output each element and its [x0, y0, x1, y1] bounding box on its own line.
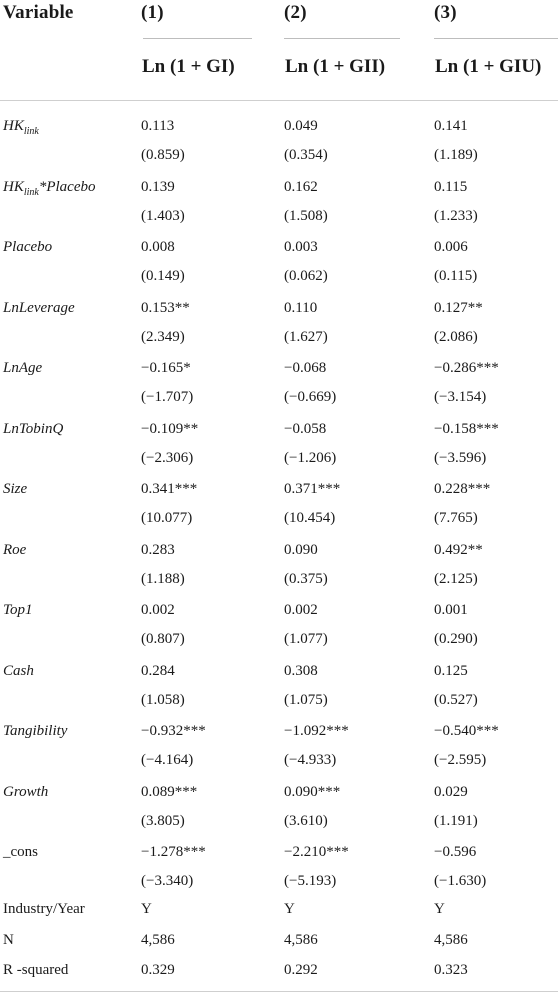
tstat-cell: (0.290) [434, 631, 478, 647]
tstat-cell: (7.765) [434, 510, 478, 526]
coef-cell: −0.109** [141, 421, 199, 437]
header-rule-1 [143, 38, 252, 39]
coef-cell: 0.090 [284, 542, 318, 558]
tstat-cell: (1.075) [284, 692, 328, 708]
tstat-cell: (1.233) [434, 208, 478, 224]
coef-cell: 0.002 [141, 602, 175, 618]
tstat-cell: (1.188) [141, 571, 185, 587]
footer-cell: 4,586 [141, 932, 175, 948]
tstat-cell: (−3.596) [434, 450, 487, 466]
row-label: _cons [3, 844, 38, 860]
footer-cell: 4,586 [434, 932, 468, 948]
row-label: Roe [3, 542, 27, 558]
coef-cell: 0.008 [141, 239, 175, 255]
footer-label: R -squared [3, 962, 69, 978]
coef-cell: 0.006 [434, 239, 468, 255]
coef-cell: 0.049 [284, 118, 318, 134]
tstat-cell: (0.527) [434, 692, 478, 708]
coef-cell: 0.141 [434, 118, 468, 134]
table-bottom-rule [0, 991, 558, 992]
tstat-cell: (0.354) [284, 147, 328, 163]
coef-cell: 0.283 [141, 542, 175, 558]
footer-cell: 0.292 [284, 962, 318, 978]
coef-cell: 0.113 [141, 118, 175, 134]
tstat-cell: (−2.595) [434, 752, 487, 768]
footer-cell: Y [284, 901, 295, 917]
coef-cell: 0.125 [434, 663, 468, 679]
row-label: LnTobinQ [3, 421, 64, 437]
coef-cell: 0.492** [434, 542, 483, 558]
coef-cell: 0.115 [434, 179, 468, 195]
coef-cell: −2.210*** [284, 844, 349, 860]
tstat-cell: (2.125) [434, 571, 478, 587]
tstat-cell: (2.349) [141, 329, 185, 345]
tstat-cell: (1.508) [284, 208, 328, 224]
tstat-cell: (1.058) [141, 692, 185, 708]
coef-cell: 0.153** [141, 300, 190, 316]
coef-cell: 0.029 [434, 784, 468, 800]
coef-cell: −0.165* [141, 360, 191, 376]
header-column-3: (3) [434, 2, 457, 23]
coef-cell: −0.158*** [434, 421, 499, 437]
coef-cell: 0.371*** [284, 481, 341, 497]
tstat-cell: (−5.193) [284, 873, 337, 889]
tstat-cell: (−4.933) [284, 752, 337, 768]
tstat-cell: (3.805) [141, 813, 185, 829]
coef-cell: 0.090*** [284, 784, 341, 800]
coef-cell: 0.001 [434, 602, 468, 618]
header-column-1: (1) [141, 2, 164, 23]
coef-cell: 0.110 [284, 300, 318, 316]
row-label: Tangibility [3, 723, 68, 739]
subheader-2: Ln (1 + GII) [285, 56, 386, 77]
row-label: Cash [3, 663, 34, 679]
tstat-cell: (10.454) [284, 510, 336, 526]
row-label: LnAge [3, 360, 43, 376]
header-variable: Variable [3, 2, 74, 23]
tstat-cell: (2.086) [434, 329, 478, 345]
row-label: $HK_{link}$ [3, 118, 39, 137]
tstat-cell: (1.403) [141, 208, 185, 224]
header-bottom-rule [0, 100, 558, 101]
tstat-cell: (0.375) [284, 571, 328, 587]
tstat-cell: (−1.630) [434, 873, 487, 889]
header-rule-2 [284, 38, 400, 39]
tstat-cell: (−1.206) [284, 450, 337, 466]
tstat-cell: (−0.669) [284, 389, 337, 405]
header-column-2: (2) [284, 2, 307, 23]
tstat-cell: (1.627) [284, 329, 328, 345]
footer-label: Industry/Year [3, 901, 85, 917]
footer-label: N [3, 932, 14, 948]
coef-cell: −0.596 [434, 844, 477, 860]
tstat-cell: (1.191) [434, 813, 478, 829]
coef-cell: 0.089*** [141, 784, 198, 800]
coef-cell: 0.002 [284, 602, 318, 618]
coef-cell: 0.284 [141, 663, 175, 679]
tstat-cell: (−3.340) [141, 873, 194, 889]
subheader-3: Ln (1 + GIU) [435, 56, 542, 77]
coef-cell: −0.058 [284, 421, 327, 437]
footer-cell: 0.323 [434, 962, 468, 978]
tstat-cell: (−2.306) [141, 450, 194, 466]
tstat-cell: (0.807) [141, 631, 185, 647]
tstat-cell: (−1.707) [141, 389, 194, 405]
coef-cell: −0.286*** [434, 360, 499, 376]
footer-cell: Y [141, 901, 152, 917]
coef-cell: −1.092*** [284, 723, 349, 739]
tstat-cell: (1.077) [284, 631, 328, 647]
row-label: Placebo [3, 239, 53, 255]
tstat-cell: (10.077) [141, 510, 193, 526]
tstat-cell: (3.610) [284, 813, 328, 829]
tstat-cell: (−4.164) [141, 752, 194, 768]
coef-cell: −1.278*** [141, 844, 206, 860]
footer-cell: 4,586 [284, 932, 318, 948]
tstat-cell: (−3.154) [434, 389, 487, 405]
footer-cell: Y [434, 901, 445, 917]
header-rule-3 [434, 38, 558, 39]
coef-cell: 0.308 [284, 663, 318, 679]
row-label: LnLeverage [3, 300, 75, 316]
coef-cell: 0.003 [284, 239, 318, 255]
tstat-cell: (1.189) [434, 147, 478, 163]
coef-cell: 0.139 [141, 179, 175, 195]
subheader-1: Ln (1 + GI) [142, 56, 235, 77]
tstat-cell: (0.062) [284, 268, 328, 284]
coef-cell: 0.228*** [434, 481, 491, 497]
coef-cell: 0.341*** [141, 481, 198, 497]
row-label: Size [3, 481, 28, 497]
coef-cell: −0.932*** [141, 723, 206, 739]
row-label: $HK_{link}*Placebo$ [3, 179, 96, 198]
row-label: Top1 [3, 602, 33, 618]
tstat-cell: (0.859) [141, 147, 185, 163]
coef-cell: 0.162 [284, 179, 318, 195]
tstat-cell: (0.115) [434, 268, 478, 284]
coef-cell: −0.540*** [434, 723, 499, 739]
coef-cell: 0.127** [434, 300, 483, 316]
tstat-cell: (0.149) [141, 268, 185, 284]
coef-cell: −0.068 [284, 360, 327, 376]
footer-cell: 0.329 [141, 962, 175, 978]
row-label: Growth [3, 784, 49, 800]
